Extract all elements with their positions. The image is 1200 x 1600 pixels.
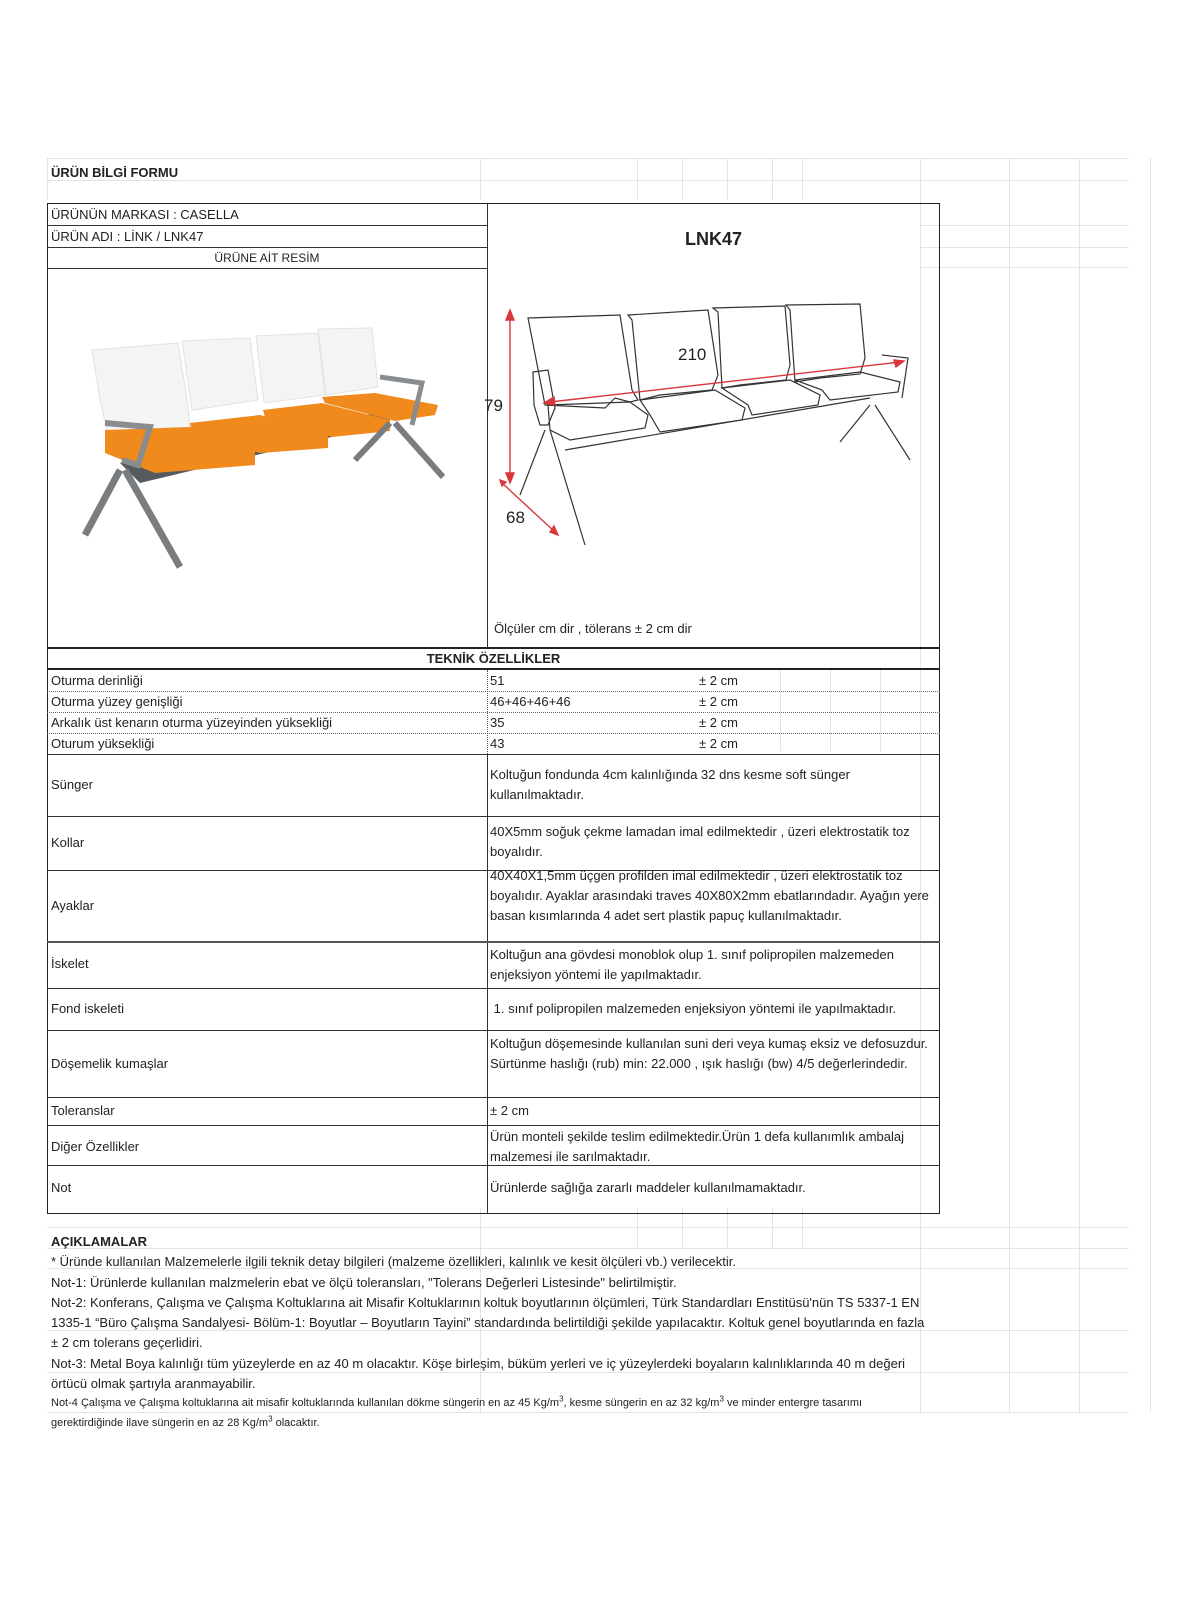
dimension-label: Oturma yüzey genişliği	[51, 694, 183, 709]
gridline	[480, 158, 481, 200]
row-line	[47, 1097, 940, 1098]
feature-text: Koltuğun döşemesinde kullanılan suni deri veya kumaş eksiz ve defosuzdur. Sürtünme haslığı (rub) min: 22.000 , ışık haslığı (bw) 4/5 değerlerindedir.	[490, 1036, 928, 1071]
feature-label: Fond iskeleti	[51, 1001, 124, 1016]
gridline	[637, 1208, 638, 1248]
superscript: 3	[719, 1394, 724, 1404]
note-item: Not-1: Ürünlerde kullanılan malzmelerin ebat ve ölçü toleransları, "Tolerans Değerleri Listesinde" belirtilmiştir.	[51, 1275, 677, 1290]
product-name-line: ÜRÜN ADI : LİNK / LNK47	[51, 229, 204, 244]
gridline	[47, 1227, 1129, 1228]
model-code: LNK47	[684, 229, 742, 249]
note4-part1: Not-4 Çalışma ve Çalışma koltuklarına ait misafir koltuklarında kullanılan dökme süngerin en az 45 Kg/m	[51, 1397, 560, 1409]
notes-title: AÇIKLAMALAR	[51, 1234, 148, 1249]
feature-label: Kollar	[51, 835, 85, 850]
dimension-value: 43	[490, 736, 505, 751]
feature-text: Koltuğun ana gövdesi monoblok olup 1. sınıf polipropilen malzemeden enjeksiyon yöntemi ile yapılmaktadır.	[490, 947, 894, 982]
features-divider	[487, 754, 488, 1214]
feature-text: 1. sınıf polipropilen malzemeden enjeksiyon yöntemi ile yapılmaktadır.	[490, 1001, 897, 1016]
feature-text: Ürünlerde sağlığa zararlı maddeler kullanılmamaktadır.	[490, 1180, 806, 1195]
image-caption: ÜRÜNE AİT RESİM	[214, 251, 320, 265]
dimension-label: Arkalık üst kenarın oturma yüzeyinden yüksekliği	[51, 715, 333, 730]
note-item: * Üründe kullanılan Malzemelerle ilgili teknik detay bilgileri (malzeme özellikleri, kalınlık ve kesit ölçüleri vb.) verilecektir.	[51, 1254, 736, 1269]
bench-photo-icon	[60, 305, 460, 585]
note-item-4	[51, 1393, 931, 1433]
gridline	[920, 247, 1129, 248]
dimension-value: 35	[490, 715, 505, 730]
feature-label: Döşemelik kumaşlar	[51, 1056, 169, 1071]
feature-label: Sünger	[51, 777, 93, 792]
feature-label: Toleranslar	[51, 1103, 115, 1118]
drawing-note: Ölçüler cm dir , tölerans ± 2 cm dir	[494, 621, 692, 636]
row-line	[47, 1125, 940, 1126]
feature-text: Koltuğun fondunda 4cm kalınlığında 32 dns kesme soft sünger kullanılmaktadır.	[490, 767, 850, 802]
feature-text: ± 2 cm	[490, 1103, 529, 1118]
gridline	[1150, 158, 1151, 1412]
technical-drawing	[484, 290, 930, 590]
gridline	[727, 1208, 728, 1248]
feature-text: 40X40X1,5mm üçgen profilden imal edilmektedir , üzeri elektrostatik toz boyalıdır. Ayaklar arasındaki traves 40X80X2mm ebatlarındadır. Ayağın yere basan kısımlarında 4 adet sert plastik papuç kullanılmaktadır.	[490, 868, 929, 923]
dimension-tolerance: ± 2 cm	[699, 673, 738, 688]
form-title: ÜRÜN BİLGİ FORMU	[51, 165, 179, 180]
superscript: 3	[559, 1394, 564, 1404]
specs-title: TEKNİK ÖZELLİKLER	[426, 651, 561, 666]
dimension-height: 79	[484, 396, 503, 415]
row-line	[47, 268, 487, 269]
note4-part2: , kesme süngerin en az 32 kg/m	[563, 1397, 720, 1409]
note4-part4: olacaktır.	[272, 1417, 320, 1429]
gridline	[682, 158, 683, 200]
note-item: Not-3: Metal Boya kalınlığı tüm yüzeylerde en az 40 m olacaktır. Köşe birleşim, büküm yerleri ve iç yüzeylerdeki boyaların kalınlıklarında 40 m değeri örtücü olmak şartıyla aranmayabilir.	[51, 1356, 906, 1391]
gridline	[1009, 158, 1010, 1412]
dimension-value: 46+46+46+46	[490, 694, 571, 709]
dimension-value: 51	[490, 673, 505, 688]
note-item: Not-2: Konferans, Çalışma ve Çalışma Koltuklarına ait Misafir Koltuklarının koltuk boyutlarının ölçümleri, Türk Standardları Enstitüsü'nün TS 5337-1 EN 1335-1 “Büro Çalışma Sandalyesi- Bölüm-1: Boyutlar – Boyutların Tayini” standardında belirtildiği şekilde yapılacaktır. Koltuk genel boyutlarında en fazla ± 2 cm tolerans geçerlidiri.	[51, 1295, 925, 1350]
gridline	[47, 158, 1129, 159]
header-divider	[487, 203, 488, 648]
dimension-tolerance: ± 2 cm	[699, 694, 738, 709]
superscript: 3	[268, 1414, 273, 1424]
note4-part3: ve minder entergre tasarımı gerektirdiğinde ilave süngerin en az 28 Kg/m	[51, 1397, 863, 1429]
bench-line-drawing-icon	[490, 290, 930, 590]
gridline	[47, 1248, 1129, 1249]
row-line	[47, 816, 940, 817]
dimension-tolerance: ± 2 cm	[699, 736, 738, 751]
dimension-width: 210	[678, 345, 707, 364]
dimension-depth: 68	[506, 508, 525, 527]
brand-line: ÜRÜNÜN MARKASI : CASELLA	[51, 207, 239, 222]
feature-label: Ayaklar	[51, 898, 95, 913]
gridline	[1079, 158, 1080, 1412]
feature-text: Ürün monteli şekilde teslim edilmektedir.Ürün 1 defa kullanımlık ambalaj malzemesi ile sarılmaktadır.	[490, 1129, 905, 1164]
gridline	[920, 225, 1129, 226]
feature-label: İskelet	[51, 956, 89, 971]
gridline	[47, 158, 48, 200]
row-line	[47, 225, 487, 226]
dimension-tolerance: ± 2 cm	[699, 715, 738, 730]
dimension-label: Oturma derinliği	[51, 673, 143, 688]
gridline	[802, 1208, 803, 1248]
dimension-label: Oturum yüksekliği	[51, 736, 155, 751]
gridline	[772, 158, 773, 200]
feature-label: Not	[51, 1180, 72, 1195]
product-photo	[60, 305, 460, 585]
gridline	[802, 158, 803, 200]
gridline	[682, 1208, 683, 1248]
feature-label: Diğer Özellikler	[51, 1139, 140, 1154]
gridline	[727, 158, 728, 200]
gridline	[920, 267, 1129, 268]
feature-text: 40X5mm soğuk çekme lamadan imal edilmektedir , üzeri elektrostatik toz boyalıdır.	[490, 824, 910, 859]
gridline	[772, 1208, 773, 1248]
gridline	[47, 180, 1129, 181]
row-line	[47, 988, 940, 989]
gridline	[637, 158, 638, 200]
row-line	[47, 1030, 940, 1031]
